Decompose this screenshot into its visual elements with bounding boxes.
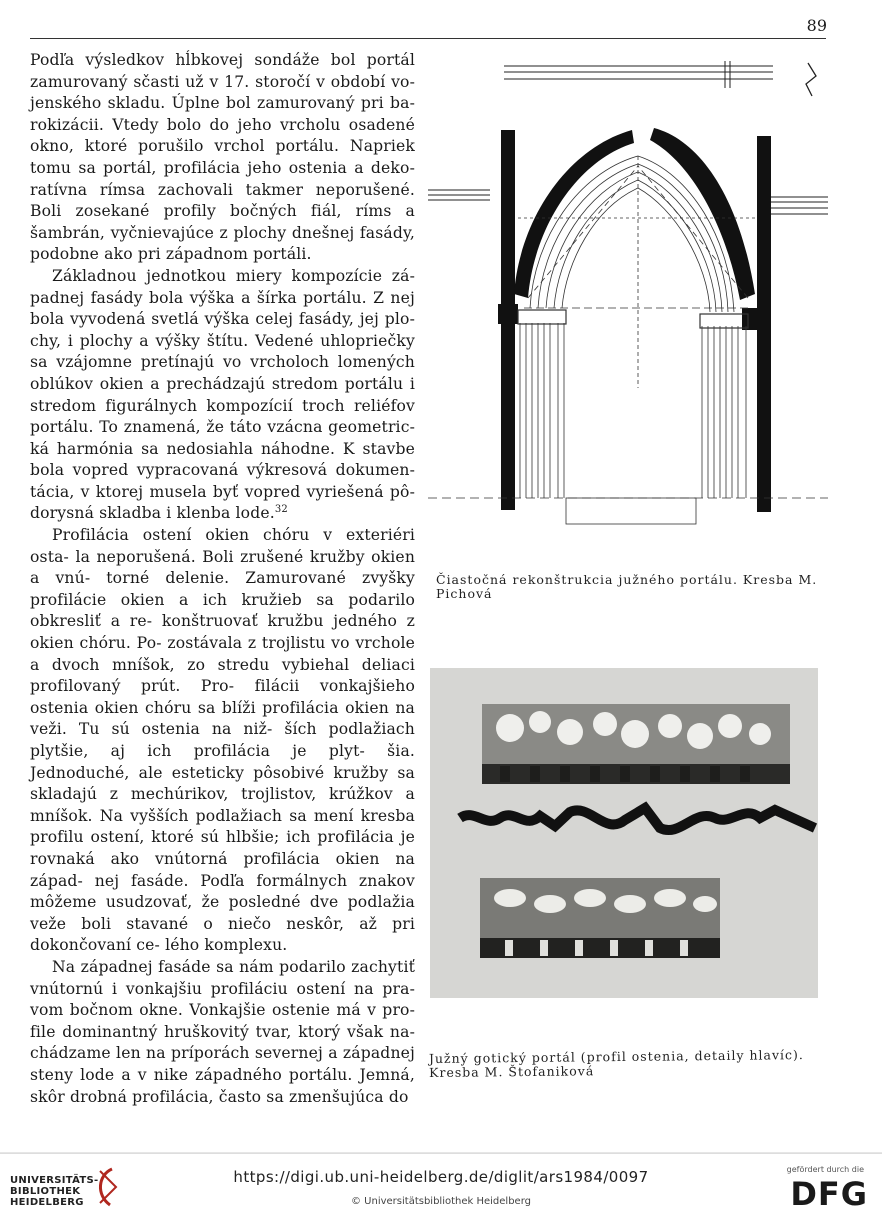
header-rule	[30, 38, 826, 39]
portal-details-photo	[430, 668, 818, 998]
document-url-link[interactable]: https://digi.ub.uni-heidelberg.de/diglit/ars1984/0097	[233, 1168, 649, 1186]
footer-bar	[0, 1152, 882, 1219]
copyright-notice: © Universitätsbibliothek Heidelberg	[350, 1196, 531, 1207]
footnote-marker: 32	[274, 504, 288, 516]
body-text	[30, 50, 415, 1108]
footer-rule	[0, 1153, 882, 1154]
paragraph-3: Profilácia ostení okien chóru v exteriéri osta- la neporušená. Boli zrušené kružby okien a vnú- torné delenie. Zamurované zvyšky profilácie okien a ich kružieb sa podarilo obkresliť a re- konštruovať kružbu jedného z okien chóru. Po- zostávala z trojlistu vo vrchole a dvoch mníšok, zo stredu vybiehal deliaci profilovaný prút. Pro- filácii vonkajšieho ostenia okien chóru sa blíži profilácia okien na veži. Tu sú ostenia na niž- ších podlažiach plytšie, aj ich profilácia je plyt- šia. Jednoduché, ale esteticky pôsobivé kružby sa skladajú z mechúrikov, trojlistov, krúžkov a mníšok. Na vyšších podlažiach sa mení kresba profilu ostení, ktoré sú hlbšie; ich profilácia je rovnaká ako vnútorná profilácia okien na západ- nej fasáde. Podľa formálnych znakov môžeme usudzovať, že posledné dve podlažia veže boli stavané o niečo neskôr, až pri dokončovaní ce- lého komplexu.	[30, 526, 416, 955]
portal-reconstruction-drawing	[428, 58, 828, 528]
page-number: 89	[806, 16, 827, 35]
paragraph-2: Základnou jednotkou miery kompozície zá- padnej fasády bola výška a šírka portálu. Z nej bola vyvodená svetlá výška celej fasády, jej plo- chy, i plochy a výšky štítu. Vedené uhlopriečky sa vzájomne pretínajú vo vrcholoch lomených oblúkov okien a prechádzajú stredom portálu i stredom figurálnych kompozícií troch reliéfov portálu. To znamená, že táto vzácna geometric- ká harmónia sa nedosiahla náhodne. K stavbe bola vopred vypracovaná výkresová dokumen- tácia, v ktorej musela byť vopred vyriešená pô- dorysná skladba i klenba lode.$^{32}$	[30, 266, 416, 523]
figure-caption-portal: Čiastočná rekonštrukcia južného portálu. Kresba M. Pichová	[436, 572, 818, 601]
funder-note: gefördert durch die	[786, 1165, 864, 1174]
library-logo-text: UNIVERSITÄTS- BIBLIOTHEK HEIDELBERG	[10, 1175, 99, 1208]
figure-caption-details: Južný gotický portál (profil ostenia, detaily hlavíc). Kresba M. Štofaniková	[428, 1047, 804, 1081]
portal-details-illustration	[430, 668, 818, 998]
dfg-logo: DFG	[790, 1175, 868, 1213]
paragraph-4: Na západnej fasáde sa nám podarilo zachytiť vnútornú i vonkajšiu profiláciu ostení na pra- vom bočnom okne. Vonkajšie ostenie má v pro- file dominantný hruškovitý tvar, ktorý však na- chádzame len na príporách severnej a západnej steny lode a v nike západného portálu. Jemná, skôr drobná profilácia, často sa zmenšujúca do	[30, 957, 415, 1106]
paragraph-1: Podľa výsledkov hĺbkovej sondáže bol portál zamurovaný sčasti už v 17. storočí v období vo- jenského skladu. Úplne bol zamurovaný pri ba- rokizácii. Vtedy bolo do jeho vrcholu osadené okno, ktoré porušilo vrchol portálu. Napriek tomu sa portál, profilácia jeho ostenia a deko- ratívna rímsa zachovali takmer neporušené. Boli zosekané profily bočných fiál, ríms a šambrán, vyčnievajúce z plochy dnešnej fasády, podobne ako pri západnom portáli.	[30, 51, 415, 264]
